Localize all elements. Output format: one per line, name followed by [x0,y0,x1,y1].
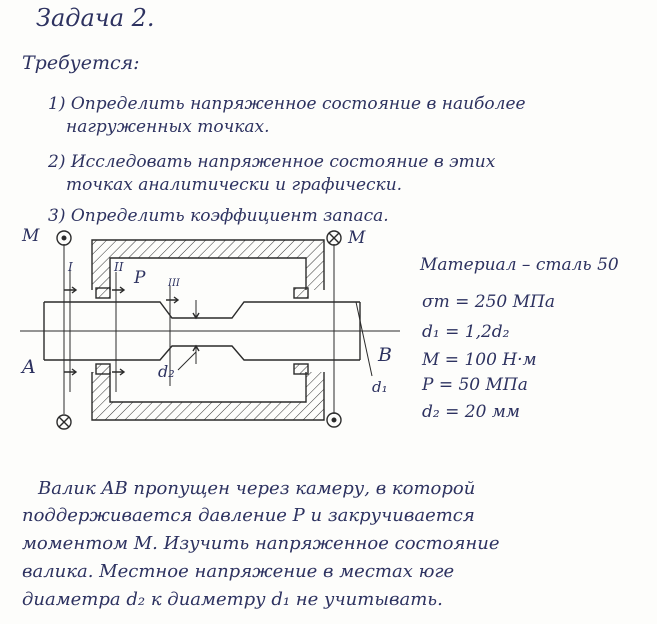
seal-top-right [294,288,308,298]
moment-label-right: M [348,228,366,248]
seal-bottom-left [96,364,110,374]
shaft-middle-section [200,302,360,318]
task-2-line-2: точках аналитически и графически. [66,175,403,195]
seal-bottom-right [294,364,308,374]
end-label-a: A [22,356,36,378]
description-line-1: Валик AB пропущен через камеру, в которой [38,478,476,499]
section-label-i: I [68,260,73,274]
required-label: Требуется: [22,52,140,74]
chamber-top-wall [92,240,324,420]
task-1-line-1: 1) Определить напряженное состояние в наиболее [48,94,526,114]
moment-label-left: M [22,226,40,246]
param-pressure: P = 50 МПа [422,375,528,395]
description-line-4: валика. Местное напряжение в местах юге [22,561,455,582]
diameter-d2-label: d₂ [158,362,175,381]
description-line-2: поддерживается давление P и закручивается [22,505,475,526]
param-yield-stress: σт = 250 МПа [422,292,555,312]
task-3-line-1: 3) Определить коэффициент запаса. [48,206,389,226]
param-moment: M = 100 Н·м [422,350,537,370]
shaft-left-section [44,302,200,318]
section-label-ii: II [114,260,124,274]
param-d1: d₁ = 1,2d₂ [422,322,510,342]
task-1-line-2: нагруженных точках. [66,117,270,137]
section-label-iii: III [168,278,180,289]
problem-title: Задача 2. [36,4,155,32]
end-label-b: B [378,344,392,366]
pressure-label: P [134,268,146,288]
param-material: Материал – сталь 50 [420,255,619,275]
seal-top-left [96,288,110,298]
param-d2: d₂ = 20 мм [422,402,520,422]
diameter-d1-label: d₁ [372,378,388,396]
description-line-5: диаметра d₂ к диаметру d₁ не учитывать. [22,589,443,610]
description-line-3: моментом M. Изучить напряженное состояние [22,533,500,554]
task-2-line-1: 2) Исследовать напряженное состояние в этих [48,152,496,172]
